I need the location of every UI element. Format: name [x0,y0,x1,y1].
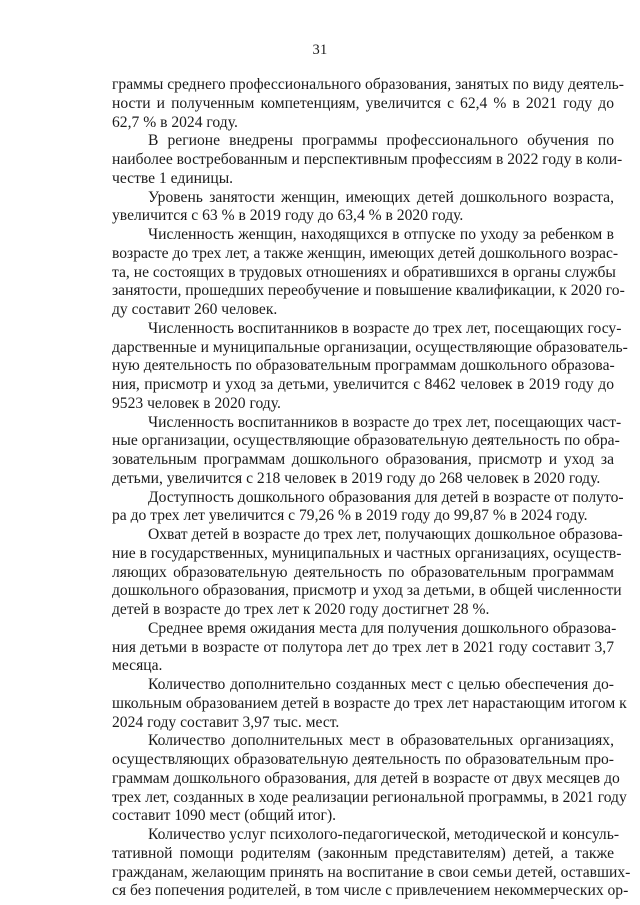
text-line: Уровень занятости женщин, имеющих детей дошкольного возраста, [148,188,614,206]
text-line: трех лет, созданных в ходе реализации региональной программы, в 2021 году [112,788,627,806]
text-line: детей в возрасте до трех лет к 2020 году достигнет 28 %. [112,601,490,618]
text-line: ра до трех лет увеличится с 79,26 % в 2019 году до 99,87 % в 2024 году. [112,507,588,525]
text-line: ную деятельность по образовательным программам дошкольного образова- [112,357,615,375]
paragraph [112,732,627,826]
text-line: детьми, увеличится с 218 человек в 2019 году до 268 человек в 2020 году. [112,469,601,487]
paragraph [112,488,624,527]
paragraph [112,619,617,676]
text-line: Количество дополнительных мест в образовательных организациях, [148,732,614,750]
text-line: осуществляющих образовательную деятельность по образовательным про- [112,751,614,768]
text-line: наиболее востребованным и перспективным профессиям в 2022 году в коли- [112,151,623,168]
text-line: ные организации, осуществляющие образовательную деятельность по обра- [112,432,620,450]
text-line: увеличится с 63 % в 2019 году до 63,4 % в 2020 году. [112,207,464,225]
text-line: Охват детей в возрасте до трех лет, получающих дошкольное образова- [148,526,623,543]
text-line: та, не состоящих в трудовых отношениях и обратившихся в органы службы [112,263,616,281]
text-line: граммам дошкольного образования, для детей в возрасте от двух месяцев до [112,769,620,787]
paragraph [112,526,623,620]
paragraph [112,189,614,227]
text-line: месяца. [112,657,163,675]
text-line: школьным образованием детей в возрасте до трех лет нарастающим итогом к [112,694,627,712]
text-line: Среднее время ожидания места для получения дошкольного образова- [148,619,617,637]
text-line: возрасте до трех лет, а также женщин, имеющих детей дошкольного возрас- [112,244,619,262]
paragraph [112,132,623,188]
paragraph [112,826,631,901]
text-line: граммы среднего профессионального образования, занятых по виду деятель- [112,76,624,93]
text-line: Количество услуг психолого-педагогической, методической и консуль- [148,826,620,843]
text-line: составит 1090 мест (общий итог). [112,807,337,825]
document-body [112,76,631,901]
text-line: В регионе внедрены программы профессионального обучения по [148,132,614,150]
text-line: гражданам, желающим принять на воспитание в свои семьи детей, оставших- [112,863,631,881]
paragraph [112,226,625,320]
paragraph [112,76,624,132]
paragraph [112,676,627,732]
text-line: Количество дополнительно созданных мест с целью обеспечения до- [148,676,614,693]
text-line: ся без попечения родителей, в том числе с привлечением некоммерческих ор- [112,882,629,900]
paragraph [112,413,622,489]
paragraph [112,319,628,414]
text-line: ния, присмотр и уход за детьми, увеличится с 8462 человек в 2019 году до [112,376,614,393]
text-line: Численность женщин, находящихся в отпуске по уходу за ребенком в [148,226,614,243]
text-line: ду составит 260 человек. [112,301,278,318]
text-line: 62,7 % в 2024 году. [112,113,238,131]
text-line: занятости, прошедших переобучение и повышение квалификации, к 2020 го- [112,282,625,300]
text-line: ности и полученным компетенциям, увеличится с 62,4 % в 2021 году до [112,94,614,112]
text-line: зовательным программам дошкольного образования, присмотр и уход за [112,451,614,468]
text-line: Численность воспитанников в возрасте до трех лет, посещающих госу- [148,319,622,337]
text-line: ние в государственных, муниципальных и частных организациях, осуществ- [112,544,622,562]
page-number: 31 [312,42,328,58]
text-line: 9523 человек в 2020 году. [112,394,281,412]
text-line: честве 1 единицы. [112,169,234,187]
text-line: Численность воспитанников в возрасте до трех лет, посещающих част- [148,413,622,431]
text-line: дарственные и муниципальные организации, осуществляющие образователь- [112,338,628,356]
text-line: ния детьми в возрасте от полутора лет до трех лет в 2021 году составит 3,7 [112,638,614,656]
text-line: ляющих образовательную деятельность по образовательным программам [112,563,614,581]
text-line: дошкольного образования, присмотр и уход за детьми, в общей численности [112,582,622,600]
text-line: 2024 году составит 3,97 тыс. мест. [112,713,340,731]
text-line: Доступность дошкольного образования для детей в возрасте от полуто- [148,488,624,506]
text-line: тативной помощи родителям (законным представителям) детей, а также [112,844,614,862]
